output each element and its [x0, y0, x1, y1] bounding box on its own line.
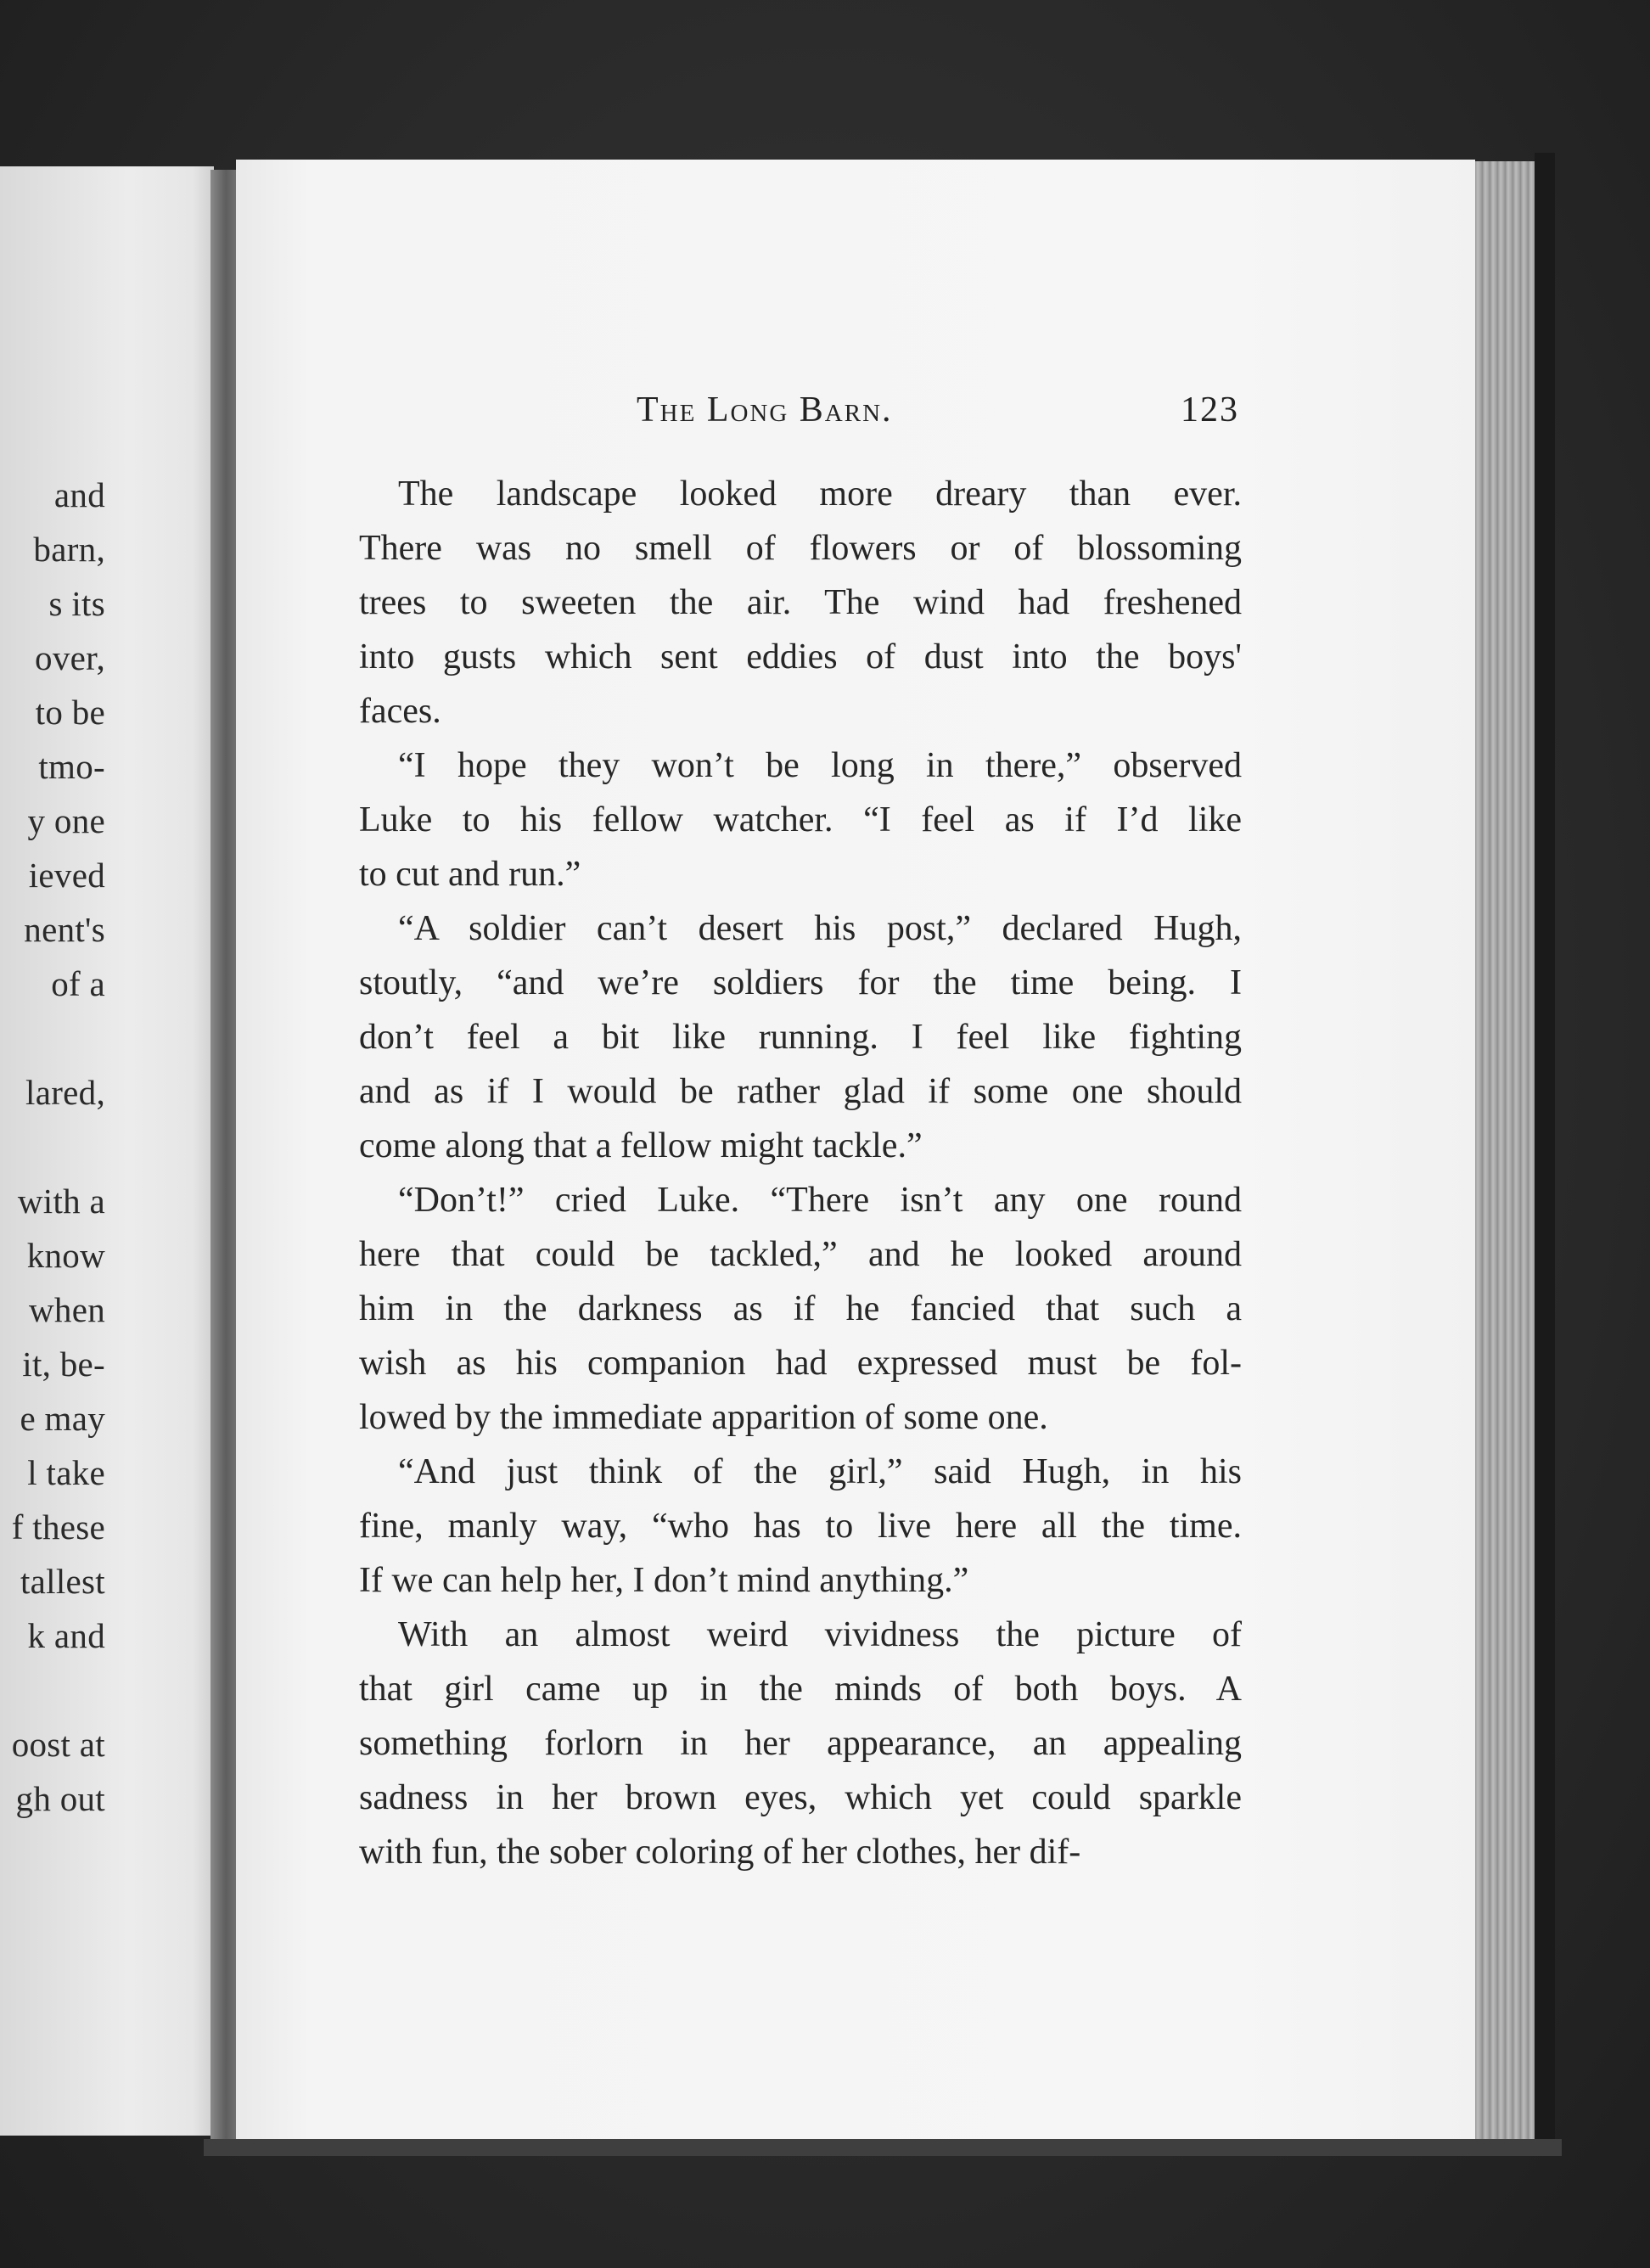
text-line: “I hope they won’t be long in there,” observed: [398, 746, 1242, 785]
book-cover-edge: [1535, 153, 1555, 2156]
left-page-line: with a: [17, 1182, 105, 1221]
text-line: with fun, the sober coloring of her clothes, her dif-: [359, 1833, 1081, 1872]
left-page-line: when: [28, 1290, 105, 1329]
left-page-line: f these: [11, 1507, 105, 1547]
left-page-line: over,: [35, 638, 105, 677]
body-text: [359, 467, 1242, 1879]
paragraph: [359, 901, 1242, 1173]
text-line: into gusts which sent eddies of dust into the boys': [359, 637, 1242, 676]
text-line: There was no smell of flowers or of blossoming: [359, 529, 1242, 568]
text-line: If we can help her, I don’t mind anything.”: [359, 1561, 969, 1600]
text-line: him in the darkness as if he fancied that such a: [359, 1289, 1242, 1328]
text-line: faces.: [359, 692, 441, 731]
text-line: The landscape looked more dreary than ever.: [398, 474, 1242, 514]
left-page-line: tallest: [20, 1562, 105, 1601]
running-head-title: The Long Barn.: [637, 390, 893, 429]
left-page-line: lared,: [25, 1073, 105, 1112]
left-page-line: [12, 1663, 105, 1717]
paragraph: [359, 467, 1242, 738]
left-page-line: l take: [27, 1453, 105, 1492]
text-line: stoutly, “and we’re soldiers for the time being. I: [359, 963, 1242, 1002]
text-line: don’t feel a bit like running. I feel like fighting: [359, 1018, 1242, 1057]
paragraph: [359, 738, 1242, 901]
text-line: “And just think of the girl,” said Hugh, in his: [398, 1452, 1242, 1491]
left-page-line: y one: [27, 801, 105, 840]
text-line: wish as his companion had expressed must be fol-: [359, 1344, 1242, 1383]
running-head: [356, 390, 1239, 441]
left-page-line: gh out: [15, 1779, 105, 1818]
left-page-line: s its: [48, 584, 105, 623]
text-line: fine, manly way, “who has to live here all the time.: [359, 1507, 1242, 1546]
paragraph: [359, 1173, 1242, 1445]
paragraph: [359, 1445, 1242, 1608]
left-page-line: know: [26, 1236, 105, 1275]
left-page-line: it, be-: [22, 1345, 105, 1384]
page-edges: [1475, 161, 1535, 2147]
text-line: something forlorn in her appearance, an appealing: [359, 1724, 1242, 1763]
text-line: here that could be tackled,” and he looked around: [359, 1235, 1242, 1274]
text-line: that girl came up in the minds of both boys. A: [359, 1670, 1242, 1709]
text-line: “A soldier can’t desert his post,” declared Hugh,: [398, 909, 1242, 948]
paragraph: [359, 1608, 1242, 1879]
text-line: to cut and run.”: [359, 855, 581, 894]
left-page-line: e may: [20, 1399, 105, 1438]
text-line: “Don’t!” cried Luke. “There isn’t any one round: [398, 1181, 1242, 1220]
text-line: Luke to his fellow watcher. “I feel as if I’d like: [359, 800, 1242, 839]
left-page-line: [12, 1120, 105, 1174]
text-line: lowed by the immediate apparition of some one.: [359, 1398, 1048, 1437]
text-line: sadness in her brown eyes, which yet could sparkle: [359, 1778, 1242, 1817]
left-page-text-fragments: [12, 468, 105, 1826]
left-page-line: oost at: [11, 1725, 105, 1764]
left-page-line: of a: [51, 964, 105, 1003]
left-page-line: [12, 1011, 105, 1065]
left-page-line: k and: [27, 1616, 105, 1655]
left-page-line: nent's: [24, 910, 105, 949]
text-line: trees to sweeten the air. The wind had freshened: [359, 583, 1242, 622]
book-bottom-edge: [204, 2139, 1562, 2156]
text-line: With an almost weird vividness the picture of: [398, 1615, 1242, 1654]
left-page-line: tmo-: [38, 747, 105, 786]
text-line: and as if I would be rather glad if some one should: [359, 1072, 1242, 1111]
left-page-line: ieved: [28, 856, 105, 895]
left-page-line: barn,: [33, 530, 105, 569]
left-page-line: and: [53, 475, 105, 514]
text-line: come along that a fellow might tackle.”: [359, 1126, 923, 1165]
left-page: [0, 166, 214, 2136]
page-number: 123: [1181, 390, 1239, 429]
left-page-line: to be: [35, 693, 105, 732]
